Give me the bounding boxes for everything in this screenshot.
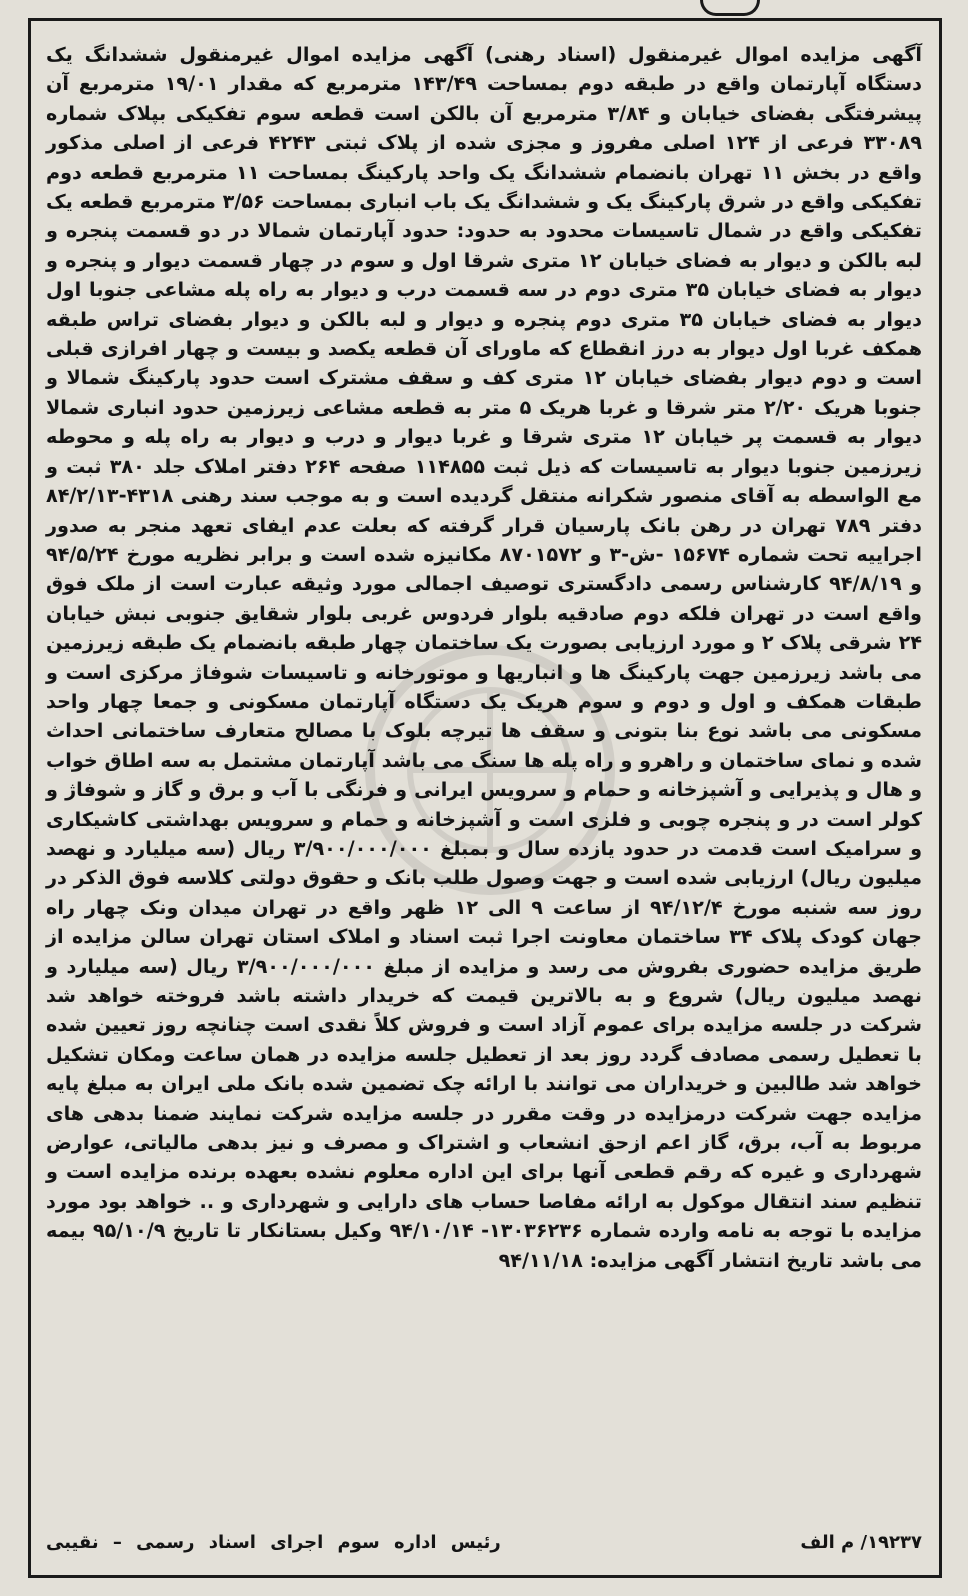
top-edge-mark	[700, 0, 760, 16]
notice-signature: رئیس اداره سوم اجرای اسناد رسمی – نقیبی	[46, 1532, 501, 1553]
notice-footer	[46, 1532, 922, 1566]
notice-body-text: آگهی مزایده اموال غیرمنقول (اسناد رهنی) آگهی مزایده اموال غیرمنقول ششدانگ یک دستگاه آپارتمان واقع در طبقه دوم بمساحت ۱۴۳/۴۹ مترمربع که مقدار ۱۹/۰۱ مترمربع آن پیشرفتگی بفضای خیابان و ۳/۸۴ مترمربع آن بالکن است قطعه سوم تفکیکی بپلاک شماره ۳۳۰۸۹ فرعی از ۱۲۴ اصلی مفروز و مجزی شده از پلاک ثبتی ۴۲۴۳ فرعی از اصلی مذکور واقع در بخش ۱۱ تهران بانضمام ششدانگ یک واحد پارکینگ بمساحت ۱۱ مترمربع قطعه دوم تفکیکی واقع در شرق پارکینگ یک و ششدانگ یک باب انباری بمساحت ۳/۵۶ مترمربع قطعه یک تفکیکی واقع در شمال تاسیسات محدود به حدود: حدود آپارتمان شمالا در دو قسمت پنجره و لبه بالکن و دیوار به فضای خیابان ۱۲ متری شرقا اول و سوم در چهار قسمت دیوار و پنجره و دیوار به فضای خیابان ۳۵ متری دوم در سه قسمت درب و دیوار به راه پله مشاعی جنوبا اول دیوار به فضای خیابان ۳۵ متری دوم پنجره و دیوار و لبه بالکن و دیوار بفضای تراس طبقه همکف غربا اول دیوار به درز انقطاع که ماورای آن قطعه یکصد و بیست و چهار افرازی قبلی است و دوم دیوار بفضای خیابان ۱۲ متری کف و سقف مشترک است حدود پارکینگ شمالا و جنوبا هریک ۲/۲۰ متر شرقا و غربا هریک ۵ متر به قطعه مشاعی زیرزمین حدود انباری شمالا دیوار به قسمت پر خیابان ۱۲ متری شرقا و غربا دیوار و درب و دیوار به راه پله و محوطه زیرزمین جنوبا دیوار به تاسیسات که ذیل ثبت ۱۱۴۸۵۵ صفحه ۲۶۴ دفتر املاک جلد ۳۸۰ ثبت و مع الواسطه به آقای منصور شکرانه منتقل گردیده است و به موجب سند رهنی ۴۳۱۸-۸۴/۲/۱۳ دفتر ۷۸۹ تهران در رهن بانک پارسیان قرار گرفته که بعلت عدم ایفای تعهد منجر به صدور اجراییه تحت شماره ۱۵۶۷۴ -ش-۳ و ۸۷۰۱۵۷۲ مکانیزه شده است و برابر نظریه مورخ ۹۴/۵/۲۴ و ۹۴/۸/۱۹ کارشناس رسمی دادگستری توصیف اجمالی مورد وثیقه عبارت است از ملک فوق واقع است در تهران فلکه دوم صادقیه بلوار فردوس غربی بلوار شقایق جنوبی نبش خیابان ۲۴ شرقی پلاک ۲ و مورد ارزیابی بصورت یک ساختمان چهار طبقه بانضمام یک طبقه زیرزمین می باشد زیرزمین جهت پارکینگ ها و انباریها و موتورخانه و تاسیسات شوفاژ مرکزی است و طبقات همکف و اول و دوم و سوم هریک یک دستگاه آپارتمان مسکونی و جمعا چهار واحد مسکونی می باشد نوع بنا بتونی و سقف ها تیرچه بلوک با مصالح متعارف ساختمانی احداث شده و نمای ساختمان و راهرو و راه پله ها سنگ می باشد آپارتمان مشتمل به سه اطاق خواب و هال و پذیرایی و آشپزخانه و حمام و سرویس ایرانی و فرنگی با آب و برق و گاز و شوفاژ و کولر است در و پنجره چوبی و فلزی است و آشپزخانه و حمام و سرویس بهداشتی کاشیکاری و سرامیک است قدمت در حدود یازده سال و بمبلغ ۳/۹۰۰/۰۰۰/۰۰۰ ریال (سه میلیارد و نهصد میلیون ریال) ارزیابی شده است و جهت وصول طلب بانک و حقوق دولتی کلاسه فوق الذکر در روز سه شنبه مورخ ۹۴/۱۲/۴ از ساعت ۹ الی ۱۲ ظهر واقع در تهران میدان ونک چهار راه جهان کودک پلاک ۳۴ ساختمان معاونت اجرا ثبت اسناد و املاک استان تهران سالن مزایده از طریق مزایده حضوری بفروش می رسد و مزایده از مبلغ ۳/۹۰۰/۰۰۰/۰۰۰ ریال (سه میلیارد و نهصد میلیون ریال) شروع و به بالاترین قیمت که خریدار داشته باشد فروخته خواهد شد شرکت در جلسه مزایده برای عموم آزاد است و فروش کلاً نقدی است چنانچه روز تعیین شده با تعطیل رسمی مصادف گردد روز بعد از تعطیل جلسه مزایده در همان ساعت ومکان تشکیل خواهد شد طالبین و خریداران می توانند با ارائه چک تضمین شده بانک ملی ایران به مبلغ پایه مزایده جهت شرکت درمزایده در وقت مقرر در جلسه مزایده شرکت نمایند ضمنا بدهی های مربوط به آب، برق، گاز اعم ازحق انشعاب و اشتراک و مصرف و نیز بدهی مالیاتی، عوارض شهرداری و غیره که رقم قطعی آنها برای این اداره معلوم نشده بعهده برنده مزایده است و تنظیم سند انتقال موکول به ارائه مفاصا حساب های دارایی و شهرداری و .. خواهد بود مورد مزایده با توجه به نامه وارده شماره ۱۳۰۳۶۲۳۶- ۹۴/۱۰/۱۴ وکیل بستانکار تا تاریخ ۹۵/۱۰/۹ بیمه می باشد تاریخ انتشار آگهی مزایده: ۹۴/۱۱/۱۸	[46, 43, 923, 1272]
notice-code: ۱۹۲۳۷/ م الف	[800, 1532, 922, 1553]
